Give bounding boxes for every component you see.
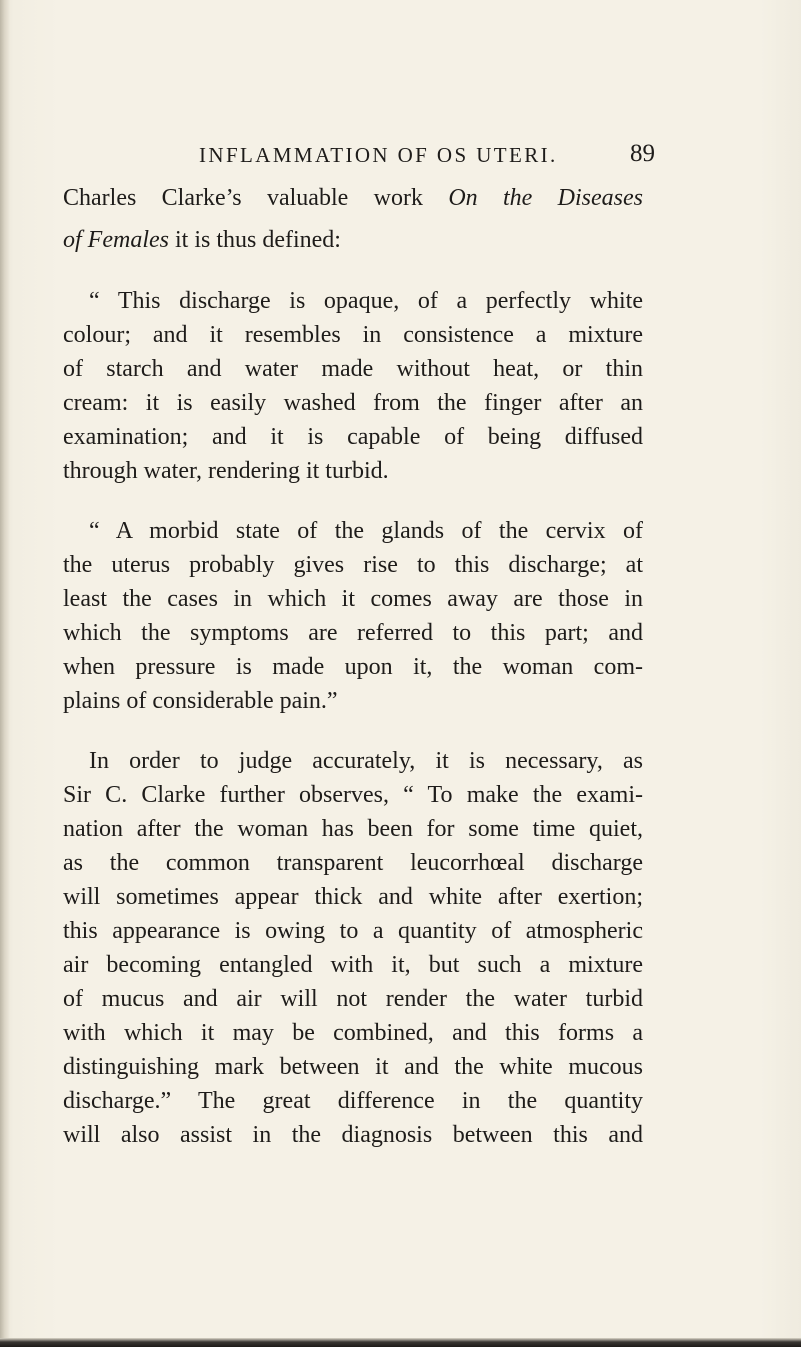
quote-1-line: examination; and it is capable of being diffused	[63, 424, 643, 450]
quote-1-line: “ This discharge is opaque, of a perfectly white	[89, 288, 643, 314]
paragraph-4-line: of mucus and air will not render the water turbid	[63, 986, 643, 1012]
paragraph-4-line: as the common transparent leucorrhœal discharge	[63, 850, 643, 876]
paragraph-4-line: distinguishing mark between it and the white mucous	[63, 1054, 643, 1080]
page-bottom-edge	[0, 1338, 801, 1347]
paragraph-4-line: discharge.” The great difference in the quantity	[63, 1088, 643, 1114]
paragraph-4-line: nation after the woman has been for some time quiet,	[63, 816, 643, 842]
paragraph-4-line: Sir C. Clarke further observes, “ To make the exami-	[63, 782, 643, 808]
book-title-part-1: On the Diseases	[448, 185, 643, 211]
paragraph-4-line: will sometimes appear thick and white after exertion;	[63, 884, 643, 910]
quote-2-line: “ A morbid state of the glands of the cervix of	[89, 518, 643, 544]
paragraph-4-line: In order to judge accurately, it is necessary, as	[89, 748, 643, 774]
paragraph-4-line: will also assist in the diagnosis between this and	[63, 1122, 643, 1148]
intro-text-end: it is thus defined:	[168, 227, 341, 253]
quote-1-line: cream: it is easily washed from the finger after an	[63, 390, 643, 416]
quote-2-line: the uterus probably gives rise to this discharge; at	[63, 552, 643, 578]
quote-2-line: when pressure is made upon it, the woman com-	[63, 654, 643, 680]
paragraph-1-line-1	[63, 182, 643, 215]
quote-1-line: through water, rendering it turbid.	[63, 458, 389, 484]
paragraph-4-line: air becoming entangled with it, but such a mixture	[63, 952, 643, 978]
page-number: 89	[630, 140, 655, 167]
quote-2-line: least the cases in which it comes away are those in	[63, 586, 643, 612]
paragraph-1-line-2	[63, 224, 643, 257]
page-gutter-shadow	[0, 0, 10, 1347]
quote-1-line: colour; and it resembles in consistence a mixture	[63, 322, 643, 348]
paragraph-4-line: with which it may be combined, and this forms a	[63, 1020, 643, 1046]
paragraph-4-line: this appearance is owing to a quantity of atmospheric	[63, 918, 643, 944]
book-title-part-2: of Females	[63, 227, 169, 253]
intro-text: Charles Clarke’s valuable work	[63, 185, 449, 211]
quote-2-line: plains of considerable pain.”	[63, 688, 338, 714]
quote-2-line: which the symptoms are referred to this part; and	[63, 620, 643, 646]
quote-1-line: of starch and water made without heat, or thin	[63, 356, 643, 382]
running-head: INFLAMMATION OF OS UTERI.	[199, 143, 558, 167]
